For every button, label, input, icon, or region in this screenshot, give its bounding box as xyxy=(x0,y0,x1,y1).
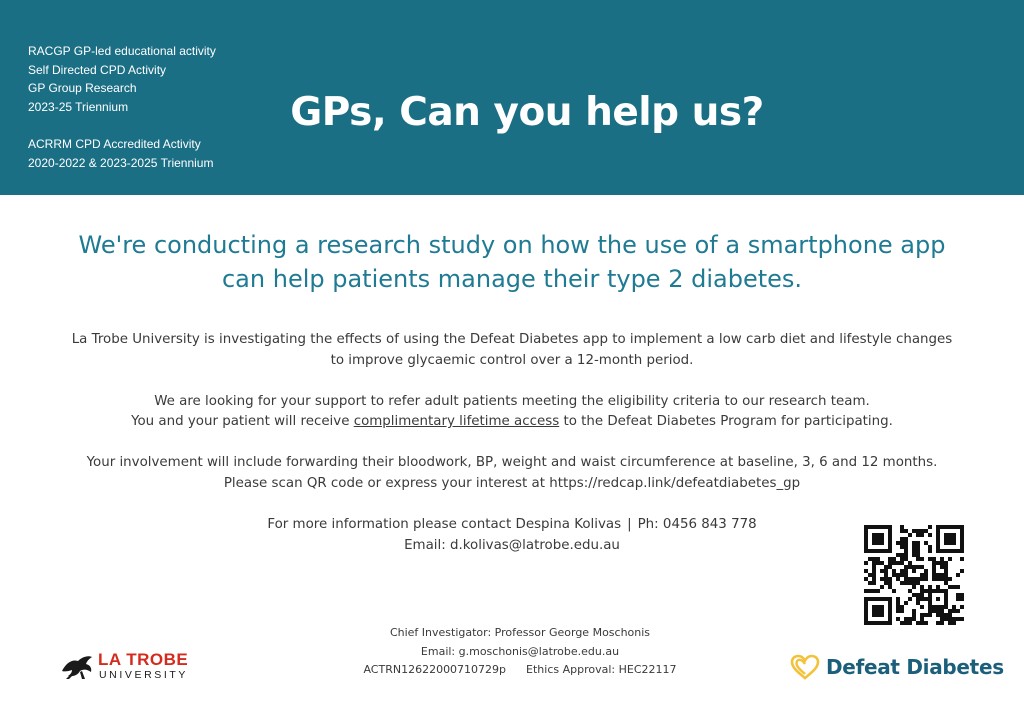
accreditation-line: 2020-2022 & 2023-2025 Triennium xyxy=(28,155,214,170)
contact-phone: Ph: 0456 843 778 xyxy=(637,517,757,532)
latrobe-crest-icon xyxy=(60,653,94,679)
investigator-email: Email: g.moschonis@latrobe.edu.au xyxy=(420,644,620,658)
defeat-diabetes-name: Defeat Diabetes xyxy=(826,655,1004,679)
body-line: La Trobe University is investigating the effects of using the Defeat Diabetes app to implement a low carb diet and lifestyle changes xyxy=(71,332,953,347)
spacer xyxy=(28,116,216,135)
accreditation-line: Self Directed CPD Activity xyxy=(28,62,167,77)
body-text-segment: to the Defeat Diabetes Program for participating. xyxy=(559,414,893,429)
accreditation-line: ACRRM CPD Accredited Activity xyxy=(28,136,201,151)
body-line: Please scan QR code or express your interest at https://redcap.link/defeatdiabetes_gp xyxy=(223,475,801,491)
body-text xyxy=(0,330,1024,494)
lead-line: can help patients manage their type 2 diabetes. xyxy=(221,265,803,293)
latrobe-name: LA TROBE xyxy=(98,650,189,669)
latrobe-subtitle: UNIVERSITY xyxy=(99,669,189,681)
body-line xyxy=(0,412,1024,433)
latrobe-logo xyxy=(60,650,200,684)
ethics-approval: Ethics Approval: HEC22117 xyxy=(526,663,677,676)
defeat-diabetes-heart-icon xyxy=(790,654,820,680)
lead-line: We're conducting a research study on how the use of a smartphone app xyxy=(78,231,946,259)
contact-name: For more information please contact Despina Kolivas xyxy=(267,517,622,532)
spacer xyxy=(0,433,1024,454)
header-banner xyxy=(0,0,1024,195)
separator: | xyxy=(627,517,632,532)
lead-statement xyxy=(0,228,1024,296)
registration-line xyxy=(320,661,720,680)
accreditation-line: RACGP GP-led educational activity xyxy=(28,44,216,58)
body-line: We are looking for your support to refer adult patients meeting the eligibility criteria to our research team. xyxy=(154,393,870,409)
accreditation-block xyxy=(28,42,216,172)
spacer xyxy=(0,371,1024,392)
body-line: Your involvement will include forwarding their bloodwork, BP, weight and waist circumference at baseline, 3, 6 and 12 months. xyxy=(86,455,938,470)
page-title: GPs, Can you help us? xyxy=(290,90,764,135)
body-line: to improve glycaemic control over a 12-month period. xyxy=(330,352,694,368)
accreditation-line: GP Group Research xyxy=(28,81,137,96)
body-text-segment: You and your patient will receive xyxy=(131,414,354,429)
contact-email: Email: d.kolivas@latrobe.edu.au xyxy=(404,538,620,553)
footer-credits xyxy=(320,624,720,680)
accreditation-line: 2023-25 Triennium xyxy=(28,99,129,114)
investigator-line: Chief Investigator: Professor George Moschonis xyxy=(389,626,651,639)
complimentary-access-link[interactable]: complimentary lifetime access xyxy=(353,414,560,429)
qr-code-icon[interactable] xyxy=(864,525,964,625)
defeat-diabetes-logo xyxy=(790,652,1004,682)
trial-id: ACTRN12622000710729p xyxy=(363,663,507,676)
